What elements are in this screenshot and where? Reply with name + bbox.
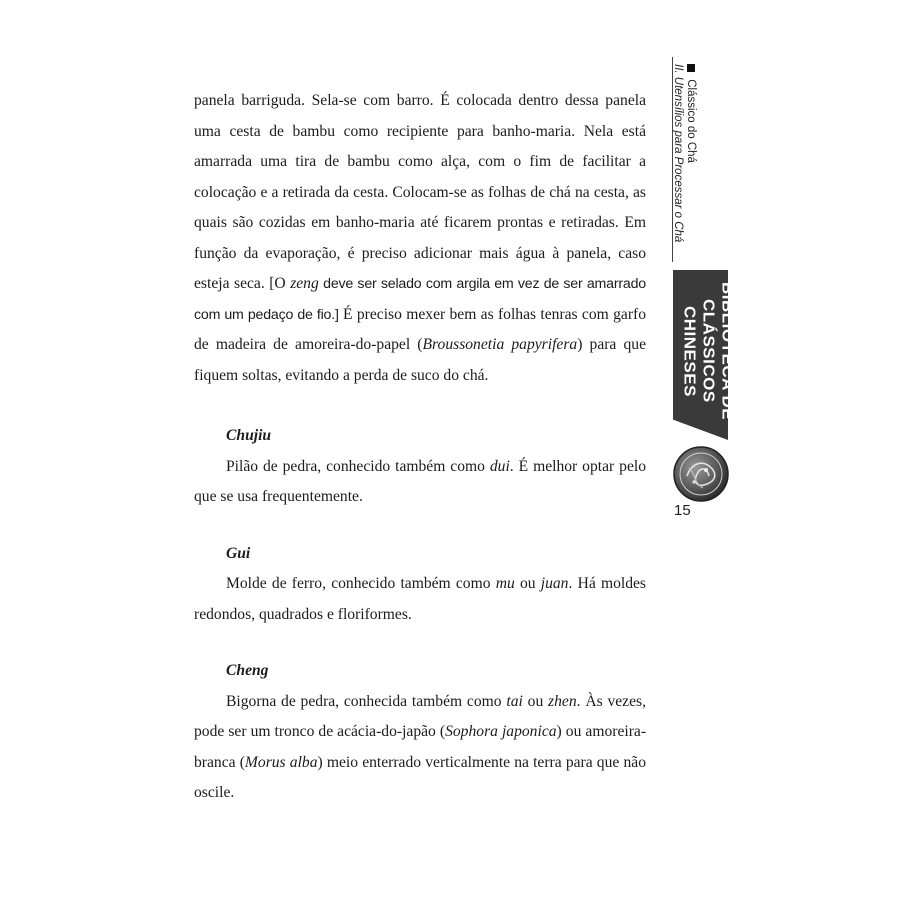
italic-term: juan	[540, 575, 569, 592]
italic-term: Morus alba	[244, 753, 318, 771]
series-title	[680, 276, 737, 426]
text-run: ou	[514, 575, 541, 592]
main-text	[194, 86, 646, 809]
book-title: Clássico do Chá	[685, 79, 697, 163]
text-run: É preciso mexer bem as folhas tenras com garfo de madeira de amoreira-do-papel (	[194, 305, 646, 353]
series-title-line1: BIBLIOTECA DE	[718, 281, 736, 421]
italic-term: dui	[489, 457, 510, 475]
text-run: Pilão de pedra, conhecido também como	[226, 457, 490, 475]
text-run: ou	[522, 692, 549, 710]
text-run: ) ou amoreira-branca (	[194, 723, 647, 771]
text-run: Bigorna de pedra, conhecida também como	[226, 692, 507, 710]
italic-term: mu	[495, 575, 515, 592]
text-run: . Às vezes, pode ser um tronco de acácia-do-japão (	[194, 692, 646, 740]
text-run: . É melhor optar pelo que se usa frequentemente.	[194, 457, 647, 505]
text-run: ) meio enterrado verticalmente na terra para que não oscile.	[194, 753, 646, 801]
series-title-line2: CLÁSSICOS CHINESES	[681, 299, 718, 403]
section-heading: Cheng	[226, 662, 269, 679]
text-run: . Há moldes redondos, quadrados e floriformes.	[194, 575, 646, 623]
section-paragraph	[194, 569, 646, 630]
italic-term: zhen	[548, 692, 577, 710]
chapter-title: II. Utensílios para Processar o Chá	[672, 64, 684, 243]
italic-term: zeng	[290, 275, 319, 292]
text-run: ) para que fiquem soltas, evitando a perda de suco do chá.	[194, 336, 646, 384]
page-number: 15	[674, 502, 691, 519]
square-bullet-icon	[687, 64, 695, 72]
text-run: Molde de ferro, conhecido também como	[226, 575, 496, 592]
section-paragraph	[194, 687, 646, 809]
paragraph-zeng-continued	[194, 86, 646, 391]
section-paragraph	[194, 452, 646, 513]
seal-icon	[673, 446, 729, 502]
running-header	[671, 64, 697, 242]
section-heading: Chujiu	[226, 427, 272, 444]
text-run: deve ser selado com argila em vez de ser amarrado com um pedaço de fio.]	[194, 276, 646, 323]
sections	[194, 421, 646, 809]
italic-term: Broussonetia papyrifera	[422, 336, 578, 353]
text-run: panela barriguda. Sela-se com barro. É colocada dentro dessa panela uma cesta de bambu como recipiente para banho-maria. Nela está amarrada uma tira de bambu como alça, com o fim de facilitar a colocação e a retirada da cesta. Colocam-se as folhas de chá na cesta, as quais são cozidas em banho-maria até ficarem prontas e retiradas. Em função da evaporação, é preciso adicionar mais água à panela, caso esteja seca. [O	[194, 92, 646, 292]
section-heading: Gui	[226, 544, 251, 562]
italic-term: Sophora japonica	[445, 723, 557, 740]
italic-term: tai	[506, 692, 523, 710]
